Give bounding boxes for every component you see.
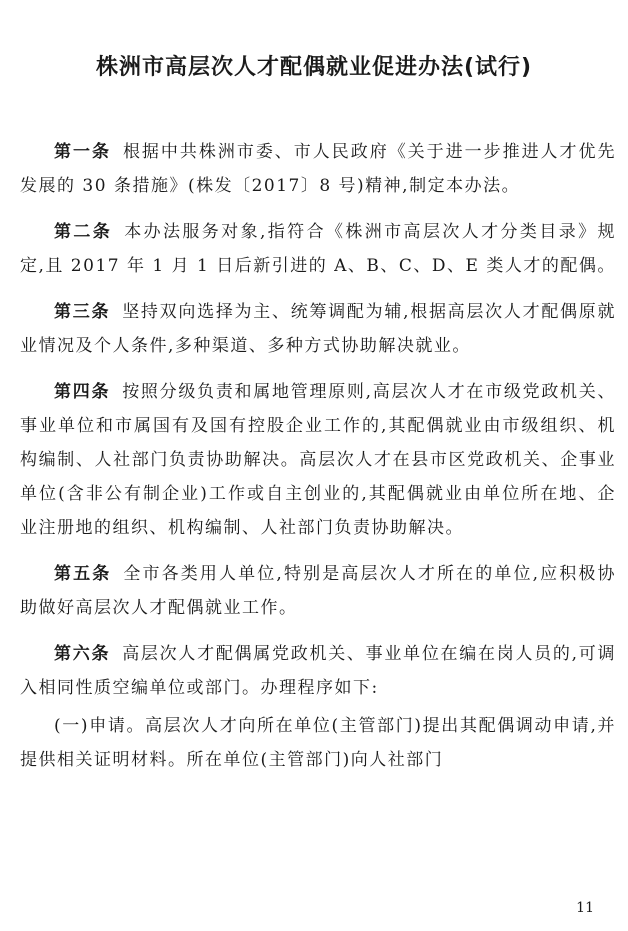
document-title: 株洲市高层次人才配偶就业促进办法(试行) — [95, 55, 533, 80]
article-text: 根据中共株洲市委、市人民政府《关于进一步推进人才优先发展的 30 条措施》(株发〔2017〕8 号)精神,制定本办法。 — [20, 142, 617, 196]
document-body — [20, 135, 616, 789]
article-label: 第三条 — [54, 302, 111, 322]
article-paragraph — [20, 295, 616, 363]
article-label: 第五条 — [54, 564, 112, 584]
article-paragraph — [20, 135, 616, 203]
article-label: 第一条 — [54, 142, 111, 162]
article-paragraph — [20, 637, 616, 705]
procedure-paragraph: (一)申请。高层次人才向所在单位(主管部门)提出其配偶调动申请,并提供相关证明材料。所在单位(主管部门)向人社部门 — [20, 716, 616, 770]
article-text: 全市各类用人单位,特别是高层次人才所在的单位,应积极协助做好高层次人才配偶就业工作。 — [20, 564, 617, 618]
article-text: 高层次人才配偶属党政机关、事业单位在编在岗人员的,可调入相同性质空编单位或部门。办理程序如下: — [20, 644, 617, 698]
article-paragraph — [20, 215, 616, 283]
article-text: 本办法服务对象,指符合《株洲市高层次人才分类目录》规定,且 2017 年 1 月 1 日后新引进的 A、B、C、D、E 类人才的配偶。 — [20, 222, 617, 276]
article-paragraph — [20, 375, 616, 545]
article-label: 第四条 — [54, 382, 111, 402]
article-paragraph — [20, 557, 616, 625]
page-number: 11 — [576, 900, 594, 916]
article-text: 按照分级负责和属地管理原则,高层次人才在市级党政机关、事业单位和市属国有及国有控股企业工作的,其配偶就业由市级组织、机构编制、人社部门负责协助解决。高层次人才在县市区党政机关、企事业单位(含非公有制企业)工作或自主创业的,其配偶就业由单位所在地、企业注册地的组织、机构编制、人社部门负责协助解决。 — [20, 382, 617, 538]
article-text: 坚持双向选择为主、统筹调配为辅,根据高层次人才配偶原就业情况及个人条件,多种渠道、多种方式协助解决就业。 — [20, 302, 617, 356]
article-label: 第二条 — [54, 222, 113, 242]
article-label: 第六条 — [54, 644, 111, 664]
